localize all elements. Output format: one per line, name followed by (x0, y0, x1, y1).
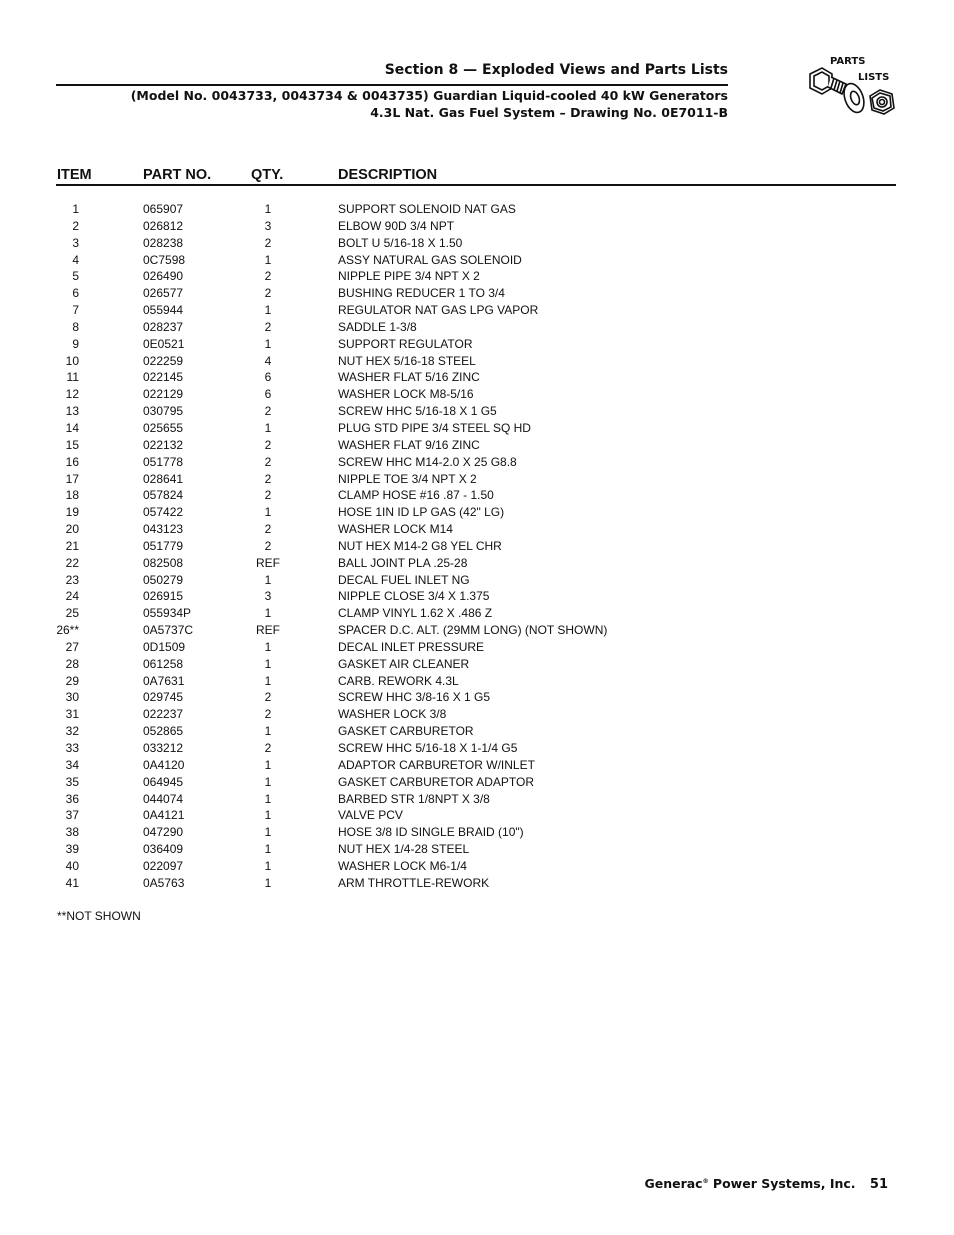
description: DECAL FUEL INLET NG (338, 572, 470, 587)
table-row (0, 454, 954, 471)
table-row (0, 774, 954, 791)
part-number: 022097 (143, 858, 184, 873)
description: PLUG STD PIPE 3/4 STEEL SQ HD (338, 420, 531, 435)
quantity: 1 (264, 842, 272, 857)
description: DECAL INLET PRESSURE (338, 639, 485, 654)
item-number: 41 (65, 875, 79, 890)
quantity: 2 (264, 454, 272, 469)
drawing-subtitle: 4.3L Nat. Gas Fuel System – Drawing No. 0E7011-B (370, 105, 728, 120)
table-row (0, 807, 954, 824)
table-row (0, 319, 954, 336)
description: WASHER LOCK M14 (338, 522, 453, 537)
description: CLAMP HOSE #16 .87 - 1.50 (338, 488, 494, 503)
table-row (0, 252, 954, 269)
quantity: 1 (264, 202, 272, 216)
description: NIPPLE CLOSE 3/4 X 1.375 (338, 589, 490, 604)
table-row (0, 572, 954, 589)
parts-table-body (0, 201, 954, 892)
description: WASHER FLAT 5/16 ZINC (338, 370, 480, 385)
table-row (0, 538, 954, 555)
description: BARBED STR 1/8NPT X 3/8 (338, 791, 490, 806)
item-number: 14 (65, 420, 79, 435)
quantity: 1 (264, 724, 272, 739)
description: CLAMP VINYL 1.62 X .486 Z (338, 606, 493, 621)
quantity: 1 (264, 673, 272, 688)
item-number: 11 (66, 370, 79, 385)
column-qty: QTY. (251, 167, 284, 183)
description: NUT HEX 5/16-18 STEEL (338, 353, 476, 368)
description: WASHER LOCK M6-1/4 (338, 858, 467, 873)
table-row (0, 706, 954, 723)
item-number: 15 (65, 437, 79, 452)
table-row (0, 487, 954, 504)
table-row (0, 437, 954, 454)
part-number: 028237 (143, 319, 184, 334)
item-number: 35 (65, 774, 79, 789)
quantity: 1 (264, 808, 272, 823)
part-number: 028238 (143, 235, 184, 250)
quantity: 2 (264, 707, 272, 722)
table-row (0, 268, 954, 285)
table-row (0, 757, 954, 774)
table-row (0, 218, 954, 235)
item-number: 16 (65, 454, 79, 469)
quantity: 2 (264, 286, 272, 301)
quantity: 2 (264, 269, 272, 284)
parts-lists-logo (800, 52, 900, 136)
part-number: 026490 (143, 269, 184, 284)
quantity: 1 (264, 252, 272, 267)
item-number: 39 (65, 842, 79, 857)
description: SADDLE 1-3/8 (338, 319, 417, 334)
table-row (0, 302, 954, 319)
description: ADAPTOR CARBURETOR W/INLET (338, 757, 535, 772)
quantity: 2 (264, 404, 272, 419)
description: NIPPLE PIPE 3/4 NPT X 2 (338, 269, 480, 284)
part-number: 047290 (143, 825, 184, 840)
description: CARB. REWORK 4.3L (338, 673, 459, 688)
quantity: 6 (264, 370, 272, 385)
item-number: 40 (65, 858, 79, 873)
item-number: 22 (65, 555, 79, 570)
description: SCREW HHC 3/8-16 X 1 G5 (338, 690, 491, 705)
quantity: 1 (264, 420, 272, 435)
quantity: 2 (264, 437, 272, 452)
description: BALL JOINT PLA .25-28 (338, 555, 468, 570)
quantity: 1 (264, 505, 272, 520)
part-number: 025655 (143, 420, 184, 435)
item-number: 20 (65, 522, 79, 537)
item-number: 32 (65, 724, 79, 739)
table-row (0, 875, 954, 892)
description: REGULATOR NAT GAS LPG VAPOR (338, 303, 539, 318)
item-number: 33 (65, 741, 79, 755)
part-number: 033212 (143, 741, 184, 755)
description: GASKET AIR CLEANER (338, 656, 470, 671)
description: SUPPORT REGULATOR (338, 336, 473, 351)
part-number: 082508 (143, 555, 184, 570)
description: BOLT U 5/16-18 X 1.50 (338, 235, 463, 250)
table-row (0, 689, 954, 706)
description: WASHER LOCK 3/8 (338, 707, 447, 722)
column-item: ITEM (57, 167, 92, 183)
part-number: 0A4120 (143, 757, 185, 772)
part-number: 055944 (143, 303, 184, 318)
part-number: 044074 (143, 791, 184, 806)
table-row (0, 235, 954, 252)
description: ASSY NATURAL GAS SOLENOID (338, 252, 522, 267)
item-number: 34 (65, 757, 79, 772)
table-header-rule (56, 184, 896, 186)
item-number: 24 (65, 589, 79, 604)
page-number: 51 (869, 1177, 888, 1192)
quantity: 1 (264, 656, 272, 671)
part-number: 051779 (143, 538, 184, 553)
description: NUT HEX 1/4-28 STEEL (338, 842, 470, 857)
table-row (0, 420, 954, 437)
quantity: 2 (264, 522, 272, 537)
item-number: 6 (72, 286, 79, 301)
table-row (0, 673, 954, 690)
part-number: 022237 (143, 707, 184, 722)
item-number: 7 (72, 303, 79, 318)
quantity: 2 (264, 235, 272, 250)
logo-text-parts: PARTS (830, 56, 866, 67)
table-row (0, 504, 954, 521)
item-number: 4 (72, 252, 79, 267)
quantity: REF (256, 623, 280, 638)
item-number: 17 (65, 471, 79, 486)
description: NIPPLE TOE 3/4 NPT X 2 (338, 471, 477, 486)
description: ARM THROTTLE-REWORK (338, 875, 490, 890)
quantity: 2 (264, 488, 272, 503)
part-number: 043123 (143, 522, 184, 537)
footer-company-rest: Power Systems, Inc. (708, 1176, 856, 1191)
part-number: 022129 (143, 387, 184, 402)
description: GASKET CARBURETOR ADAPTOR (338, 774, 535, 789)
part-number: 061258 (143, 656, 184, 671)
quantity: 1 (264, 606, 272, 621)
table-row (0, 858, 954, 875)
item-number: 18 (65, 488, 79, 503)
description: HOSE 1IN ID LP GAS (42" LG) (338, 505, 505, 520)
table-row (0, 403, 954, 420)
quantity: 1 (264, 757, 272, 772)
part-number: 052865 (143, 724, 184, 739)
part-number: 022259 (143, 353, 184, 368)
item-number: 30 (65, 690, 79, 705)
description: BUSHING REDUCER 1 TO 3/4 (338, 286, 505, 301)
footnote: **NOT SHOWN (57, 909, 141, 923)
model-subtitle: (Model No. 0043733, 0043734 & 0043735) Guardian Liquid-cooled 40 kW Generators (130, 88, 728, 103)
part-number: 0A5763 (143, 875, 185, 890)
item-number: 31 (65, 707, 79, 722)
description: SCREW HHC M14-2.0 X 25 G8.8 (338, 454, 517, 469)
description: SPACER D.C. ALT. (29MM LONG) (NOT SHOWN) (338, 623, 608, 638)
item-number: 21 (65, 538, 79, 553)
table-row (0, 588, 954, 605)
quantity: 1 (264, 875, 272, 890)
item-number: 3 (72, 235, 79, 250)
part-number: 028641 (143, 471, 184, 486)
quantity: 2 (264, 471, 272, 486)
part-number: 0A5737C (143, 623, 194, 638)
part-number: 064945 (143, 774, 184, 789)
item-number: 29 (65, 673, 79, 688)
item-number: 19 (65, 505, 79, 520)
item-number: 37 (65, 808, 79, 823)
item-number: 10 (65, 353, 79, 368)
item-number: 8 (72, 319, 79, 334)
table-row (0, 521, 954, 538)
table-row (0, 824, 954, 841)
item-number: 1 (72, 202, 79, 216)
part-number: 026915 (143, 589, 184, 604)
bolt-washer-nut-icon (800, 52, 900, 136)
quantity: 2 (264, 690, 272, 705)
item-number: 23 (65, 572, 79, 587)
part-number: 050279 (143, 572, 184, 587)
description: WASHER LOCK M8-5/16 (338, 387, 474, 402)
item-number: 27 (65, 639, 79, 654)
item-number: 9 (72, 336, 79, 351)
quantity: 1 (264, 336, 272, 351)
description: NUT HEX M14-2 G8 YEL CHR (338, 538, 502, 553)
table-row (0, 201, 954, 218)
table-row (0, 841, 954, 858)
item-number: 28 (65, 656, 79, 671)
description: HOSE 3/8 ID SINGLE BRAID (10") (338, 825, 524, 840)
part-number: 057824 (143, 488, 184, 503)
table-row (0, 639, 954, 656)
table-row (0, 723, 954, 740)
table-row (0, 285, 954, 302)
part-number: 022132 (143, 437, 184, 452)
quantity: 1 (264, 858, 272, 873)
column-description: DESCRIPTION (338, 167, 438, 183)
quantity: 2 (264, 319, 272, 334)
table-row (0, 555, 954, 572)
table-row (0, 471, 954, 488)
table-row (0, 791, 954, 808)
quantity: 1 (264, 572, 272, 587)
description: SCREW HHC 5/16-18 X 1-1/4 G5 (338, 741, 518, 755)
item-number: 25 (65, 606, 79, 621)
header-rule (56, 84, 728, 86)
page-footer (644, 1176, 888, 1192)
quantity: 3 (264, 589, 272, 604)
quantity: 1 (264, 774, 272, 789)
part-number: 057422 (143, 505, 184, 520)
item-number: 12 (65, 387, 79, 402)
table-row (0, 353, 954, 370)
item-number: 38 (65, 825, 79, 840)
quantity: 3 (264, 218, 272, 233)
part-number: 026812 (143, 218, 184, 233)
part-number: 0D1509 (143, 639, 186, 654)
section-title: Section 8 — Exploded Views and Parts Lists (384, 62, 728, 78)
description: GASKET CARBURETOR (338, 724, 474, 739)
description: SUPPORT SOLENOID NAT GAS (338, 202, 516, 216)
table-row (0, 336, 954, 353)
part-number: 0E0521 (143, 336, 185, 351)
quantity: 4 (264, 353, 272, 368)
quantity: 1 (264, 791, 272, 806)
item-number: 5 (72, 269, 79, 284)
table-row (0, 656, 954, 673)
part-number: 036409 (143, 842, 184, 857)
item-number: 36 (65, 791, 79, 806)
description: WASHER FLAT 9/16 ZINC (338, 437, 480, 452)
quantity: 6 (264, 387, 272, 402)
part-number: 055934P (143, 606, 192, 621)
item-number: 26** (56, 623, 79, 638)
description: ELBOW 90D 3/4 NPT (338, 218, 455, 233)
part-number: 0A7631 (143, 673, 185, 688)
quantity: REF (256, 555, 280, 570)
logo-text-lists: LISTS (858, 72, 890, 83)
part-number: 029745 (143, 690, 184, 705)
part-number: 0C7598 (143, 252, 186, 267)
description: VALVE PCV (338, 808, 403, 823)
footer-company: Generac (644, 1176, 703, 1191)
part-number: 022145 (143, 370, 184, 385)
quantity: 1 (264, 303, 272, 318)
part-number: 026577 (143, 286, 184, 301)
description: SCREW HHC 5/16-18 X 1 G5 (338, 404, 497, 419)
table-row (0, 605, 954, 622)
column-part-no: PART NO. (143, 167, 212, 183)
quantity: 2 (264, 538, 272, 553)
part-number: 0A4121 (143, 808, 185, 823)
part-number: 051778 (143, 454, 184, 469)
part-number: 065907 (143, 202, 184, 216)
item-number: 13 (65, 404, 79, 419)
item-number: 2 (72, 218, 79, 233)
table-row (0, 386, 954, 403)
quantity: 1 (264, 639, 272, 654)
part-number: 030795 (143, 404, 184, 419)
table-row (0, 740, 954, 757)
table-row (0, 369, 954, 386)
quantity: 1 (264, 825, 272, 840)
quantity: 2 (264, 741, 272, 755)
trademark-symbol: ® (702, 1177, 709, 1185)
table-row (0, 622, 954, 639)
